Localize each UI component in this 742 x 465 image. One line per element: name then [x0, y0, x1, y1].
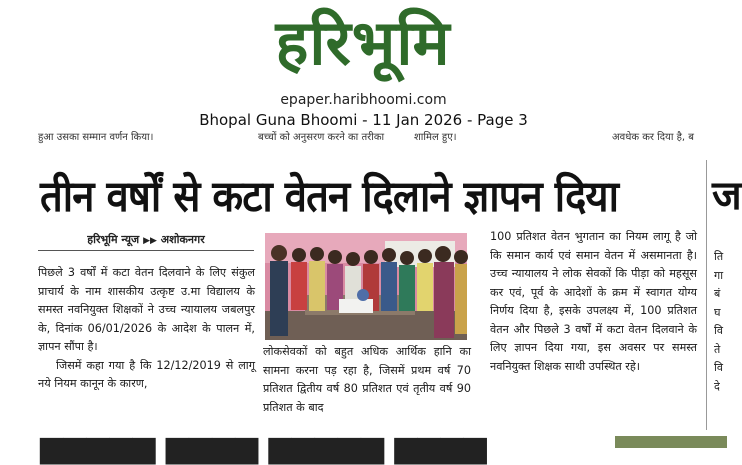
byline-place: अशोकनगर — [160, 233, 205, 246]
edition-text: Bhopal Guna Bhoomi - 11 Jan 2026 - Page 3 — [199, 111, 528, 129]
article-paragraph-1: पिछले 3 वर्षों में कटा वेतन दिलवाने के लिए संकुल प्राचार्य के नाम शासकीय उत्कृष्ट उ.मा विद्यालय के समस्त नवनियुक्त शिक्षकों ने उच्च न्यायालय जबलपुर के, दिनांक 06/01/2026 के आदेश के पालन में, ज्ञापन सौंपा है। — [38, 266, 255, 353]
article-column-2: लोकसेवकों को बहुत अधिक आर्थिक हानि का सामना करना पड़ रहा है, जिसमें प्रथम वर्ष 70 प्रतिशत द्वितीय वर्ष 80 प्रतिशत एवं तृतीय वर्ष 90 प्रतिशत के बाद — [263, 345, 471, 414]
byline — [38, 232, 254, 251]
article-column-3: 100 प्रतिशत वेतन भुगतान का नियम लागू है जो कि समान कार्य एवं समान वेतन में असमानता है। उच्च न्यायालय ने लोक सेवकों कि पीड़ा को महसूस कर एवं, पूर्व के आदेशों के क्रम में स्वागत योग्य निर्णय दिया है, इसके उपलक्ष्य में, 100 प्रतिशत वेतन और पिछले 3 वर्षों में कटा वेतन दिलवाने के लिए ज्ञापन दिया गया, इस अवसर पर समस्त नवनियुक्त शिक्षक साथी उपस्थित रहे। — [490, 230, 697, 373]
haribhoomi-logo[interactable]: हरिभूमि — [275, 6, 451, 79]
next-article-photo-cut — [615, 436, 727, 448]
column-divider — [706, 160, 707, 430]
cut-text-strip-3: शामिल हुए। — [414, 132, 457, 143]
teachers-group-photo — [265, 233, 467, 340]
next-article-column-fragment: ति गा बं घ वि ते वि दे — [714, 250, 724, 393]
cut-text-strip-4: अवधेक कर दिया है, ब — [612, 132, 695, 143]
article-photo — [265, 233, 467, 340]
article-headline: तीन वर्षों से कटा वेतन दिलाने ज्ञापन दिया — [40, 172, 619, 222]
byline-source: हरिभूमि न्यूज — [87, 233, 140, 246]
next-article-headline-fragment: ज — [712, 173, 742, 219]
byline-arrows-icon: ▶▶ — [143, 236, 157, 246]
cut-text-strip-2: बच्चों को अनुसरण करने का तरीका — [258, 132, 385, 143]
article-paragraph-2: जिसमें कहा गया है कि 12/12/2019 से लागू नये नियम कानून के कारण, — [38, 358, 255, 390]
site-url[interactable]: epaper.haribhoomi.com — [280, 92, 447, 108]
cut-text-strip-1: हुआ उसका सम्मान वर्णन किया। — [38, 132, 154, 143]
edition-page-label — [0, 111, 727, 129]
next-headline-cut — [40, 430, 600, 465]
article-column-1 — [38, 264, 255, 424]
next-headline-glyphs: ▆▆▆▆▆ ▆▆▆▆ ▆▆▆▆▆ ▆▆▆▆ — [40, 430, 487, 465]
